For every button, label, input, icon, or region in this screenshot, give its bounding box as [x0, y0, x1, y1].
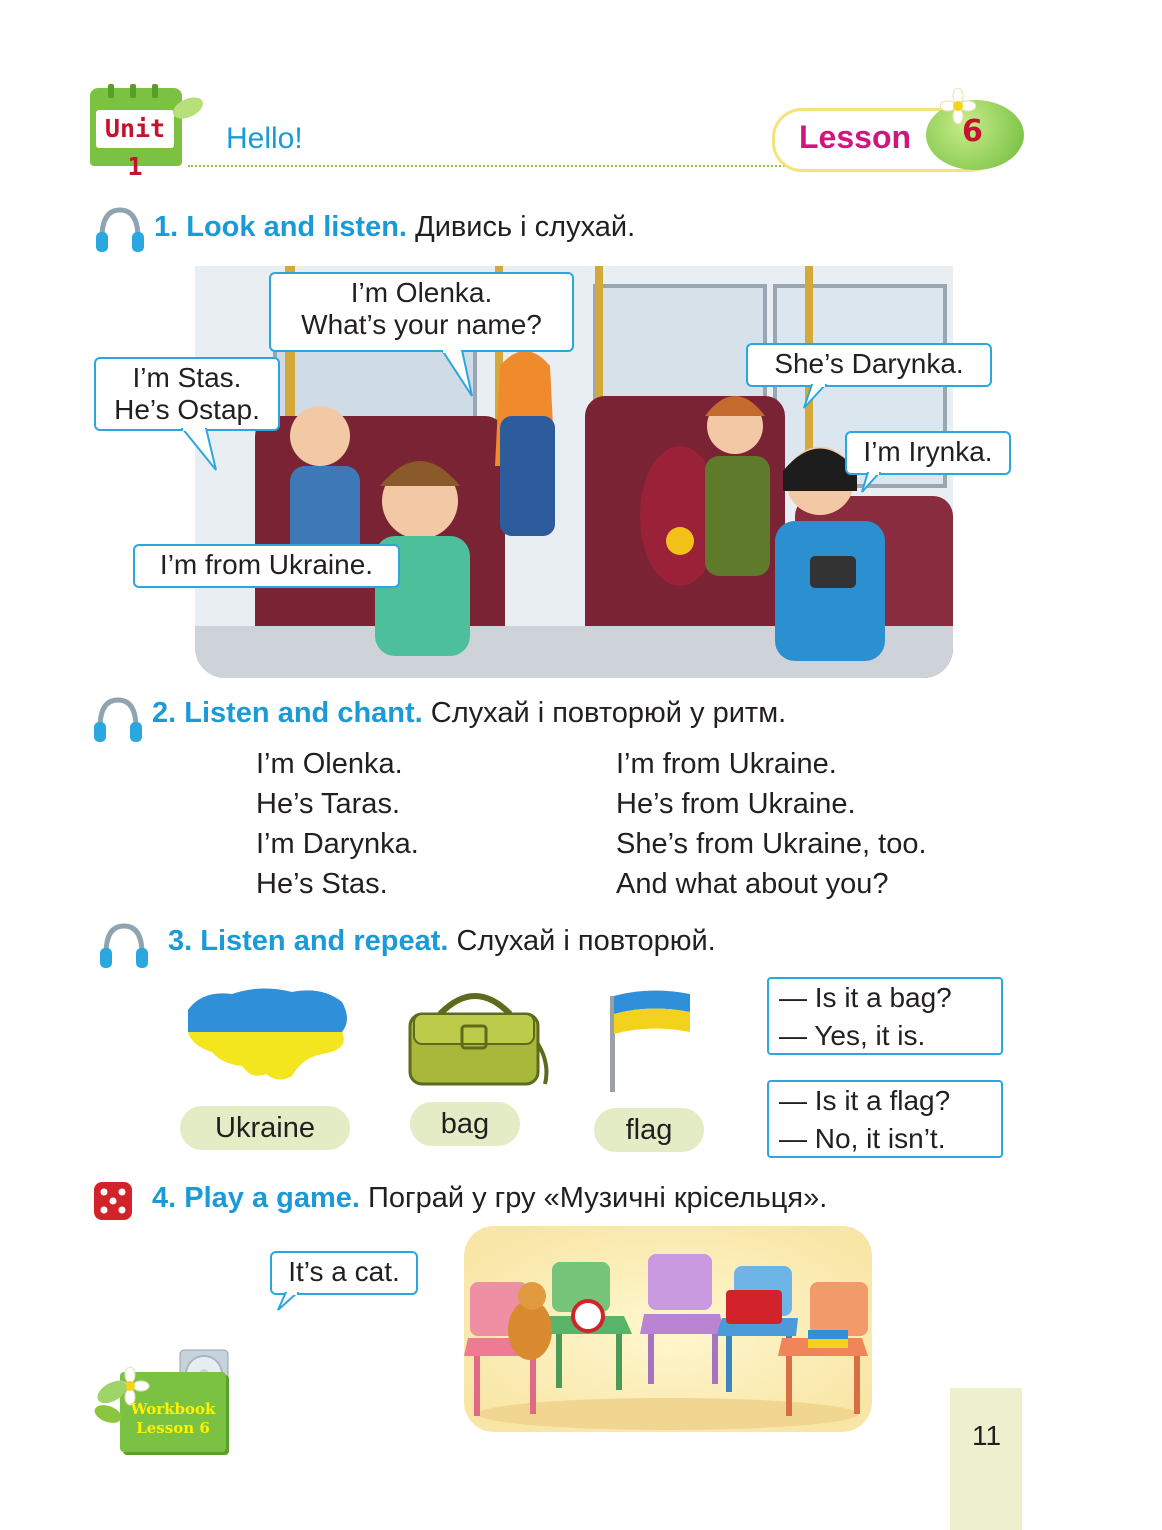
workbook-lesson: Lesson 6 [136, 1419, 210, 1437]
word-bag: bag [410, 1102, 520, 1146]
leaf-icon [90, 1374, 130, 1430]
bubble-tail [276, 1292, 306, 1312]
exercise-3-number: 3. [168, 925, 193, 957]
bubble-stas-line2: He’s Ostap. [114, 394, 260, 425]
bubble-olenka [269, 272, 574, 352]
exercise-4-heading [152, 1182, 827, 1215]
lesson-label: Lesson [799, 119, 912, 155]
dialog-line: — Yes, it is. [779, 1020, 926, 1051]
chant-line: He’s from Ukraine. [616, 788, 856, 820]
workbook-label: Workbook [130, 1400, 216, 1418]
flag-image [600, 986, 696, 1092]
exercise-2-number: 2. [152, 697, 177, 729]
chant-line: He’s Taras. [256, 788, 400, 820]
bubble-tail [800, 384, 840, 410]
word-flag: flag [594, 1108, 704, 1152]
chant-line: I’m from Ukraine. [616, 748, 837, 780]
bag-image [400, 984, 550, 1088]
exercise-2-title-en: Listen and chant. [184, 697, 423, 729]
workbook-badge[interactable] [120, 1372, 226, 1452]
exercise-2-heading [152, 697, 786, 730]
bubble-olenka-line1: I’m Olenka. [350, 277, 493, 308]
exercise-1-title-uk: Дивись і слухай. [415, 211, 636, 243]
dialog-line: — Is it a flag? [779, 1085, 951, 1116]
exercise-1-number: 1. [154, 211, 179, 243]
chant-line: She’s from Ukraine, too. [616, 828, 927, 860]
chant-line: I’m Olenka. [256, 748, 403, 780]
exercise-1-heading [154, 211, 635, 244]
chant-right-column [616, 744, 927, 904]
dialog-line: — Is it a bag? [779, 982, 952, 1013]
dialog-line: — No, it isn’t. [779, 1123, 946, 1154]
exercise-2-title-uk: Слухай і повторюй у ритм. [430, 697, 787, 729]
bubble-stas-line1: I’m Stas. [132, 362, 242, 393]
bubble-olenka-line2: What’s your name? [301, 309, 542, 340]
exercise-1-title-en: Look and listen. [186, 211, 407, 243]
leaf-icon [168, 94, 208, 134]
bubble-tail [180, 428, 224, 472]
headphones-icon [94, 204, 146, 256]
musical-chairs-image [464, 1226, 872, 1432]
exercise-4-number: 4. [152, 1182, 177, 1214]
dialog-bag [767, 977, 1003, 1055]
chant-line: And what about you? [616, 868, 889, 900]
chant-left-column [256, 744, 419, 904]
bubble-tail [860, 472, 890, 494]
bubble-darynka: She’s Darynka. [746, 343, 992, 387]
page-number: 11 [972, 1420, 1002, 1451]
bubble-tail [440, 350, 480, 400]
dice-icon [92, 1178, 136, 1224]
bubble-irynka: I’m Irynka. [845, 431, 1011, 475]
bubble-cat: It’s a cat. [270, 1251, 418, 1295]
lesson-number: 6 [962, 114, 983, 149]
chant-line: He’s Stas. [256, 868, 388, 900]
ukraine-map-image [182, 980, 354, 1090]
unit-tab [90, 88, 182, 181]
exercise-4-title-en: Play a game. [184, 1182, 360, 1214]
dialog-flag [767, 1080, 1003, 1158]
headphones-icon [98, 920, 150, 972]
bubble-stas [94, 357, 280, 431]
exercise-3-heading [168, 925, 716, 958]
lesson-number-badge [926, 100, 1024, 170]
exercise-3-title-uk: Слухай і повторюй. [456, 925, 716, 957]
headphones-icon [92, 694, 144, 746]
header-divider [188, 165, 788, 167]
unit-label: Unit 1 [96, 110, 174, 148]
chant-line: I’m Darynka. [256, 828, 419, 860]
exercise-4-title-uk: Пограй у гру «Музичні крісельця». [368, 1182, 828, 1214]
bubble-from-ukraine: I’m from Ukraine. [133, 544, 400, 588]
page-number-box [950, 1388, 1022, 1530]
exercise-3-title-en: Listen and repeat. [200, 925, 449, 957]
unit-title: Hello! [226, 122, 303, 155]
word-ukraine: Ukraine [180, 1106, 350, 1150]
